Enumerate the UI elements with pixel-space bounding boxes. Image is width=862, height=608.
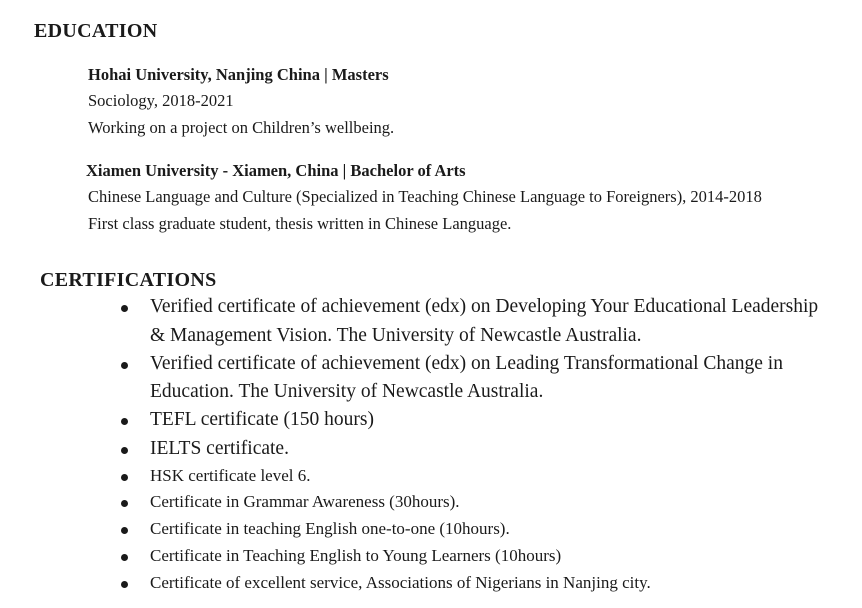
education-entry-2-title: Xiamen University - Xiamen, China | Bachelor of Arts [86, 161, 466, 180]
certification-item-5: HSK certificate level 6. [150, 466, 311, 485]
education-entry-1-line-1: Sociology, 2018-2021 [88, 91, 234, 110]
education-entry-1-line-2: Working on a project on Children’s wellbeing. [88, 118, 395, 137]
education-entry-1-title: Hohai University, Nanjing China | Masters [88, 65, 389, 84]
education-entry-2-line-2: First class graduate student, thesis written in Chinese Language. [88, 214, 512, 233]
certification-item-1-line-2: & Management Vision. The University of Newcastle Australia. [150, 325, 642, 346]
certification-item-2-line-2: Education. The University of Newcastle Australia. [150, 381, 544, 402]
certification-item-8: Certificate in Teaching English to Young Learners (10hours) [150, 546, 562, 565]
certification-item-4: IELTS certificate. [150, 438, 289, 459]
certification-item-3: TEFL certificate (150 hours) [150, 409, 374, 430]
certification-item-1-line-1: Verified certificate of achievement (edx) on Developing Your Educational Leadership [150, 296, 819, 317]
bullet-icon [121, 447, 128, 454]
bullet-icon [121, 581, 128, 588]
bullet-icon [121, 554, 128, 561]
education-entry-2-line-1: Chinese Language and Culture (Specialized in Teaching Chinese Language to Foreigners), 2014-2018 [88, 187, 762, 206]
bullet-icon [121, 500, 128, 507]
bullet-icon [121, 362, 128, 369]
certification-item-7: Certificate in teaching English one-to-one (10hours). [150, 519, 510, 538]
certifications-heading: CERTIFICATIONS [40, 269, 217, 291]
certification-item-2-line-1: Verified certificate of achievement (edx) on Leading Transformational Change in [150, 353, 783, 374]
bullet-icon [121, 418, 128, 425]
certification-item-6: Certificate in Grammar Awareness (30hours). [150, 492, 460, 511]
education-heading: EDUCATION [34, 20, 158, 42]
bullet-icon [121, 527, 128, 534]
bullet-icon [121, 305, 128, 312]
bullet-icon [121, 474, 128, 481]
certification-item-9: Certificate of excellent service, Associations of Nigerians in Nanjing city. [150, 573, 651, 592]
